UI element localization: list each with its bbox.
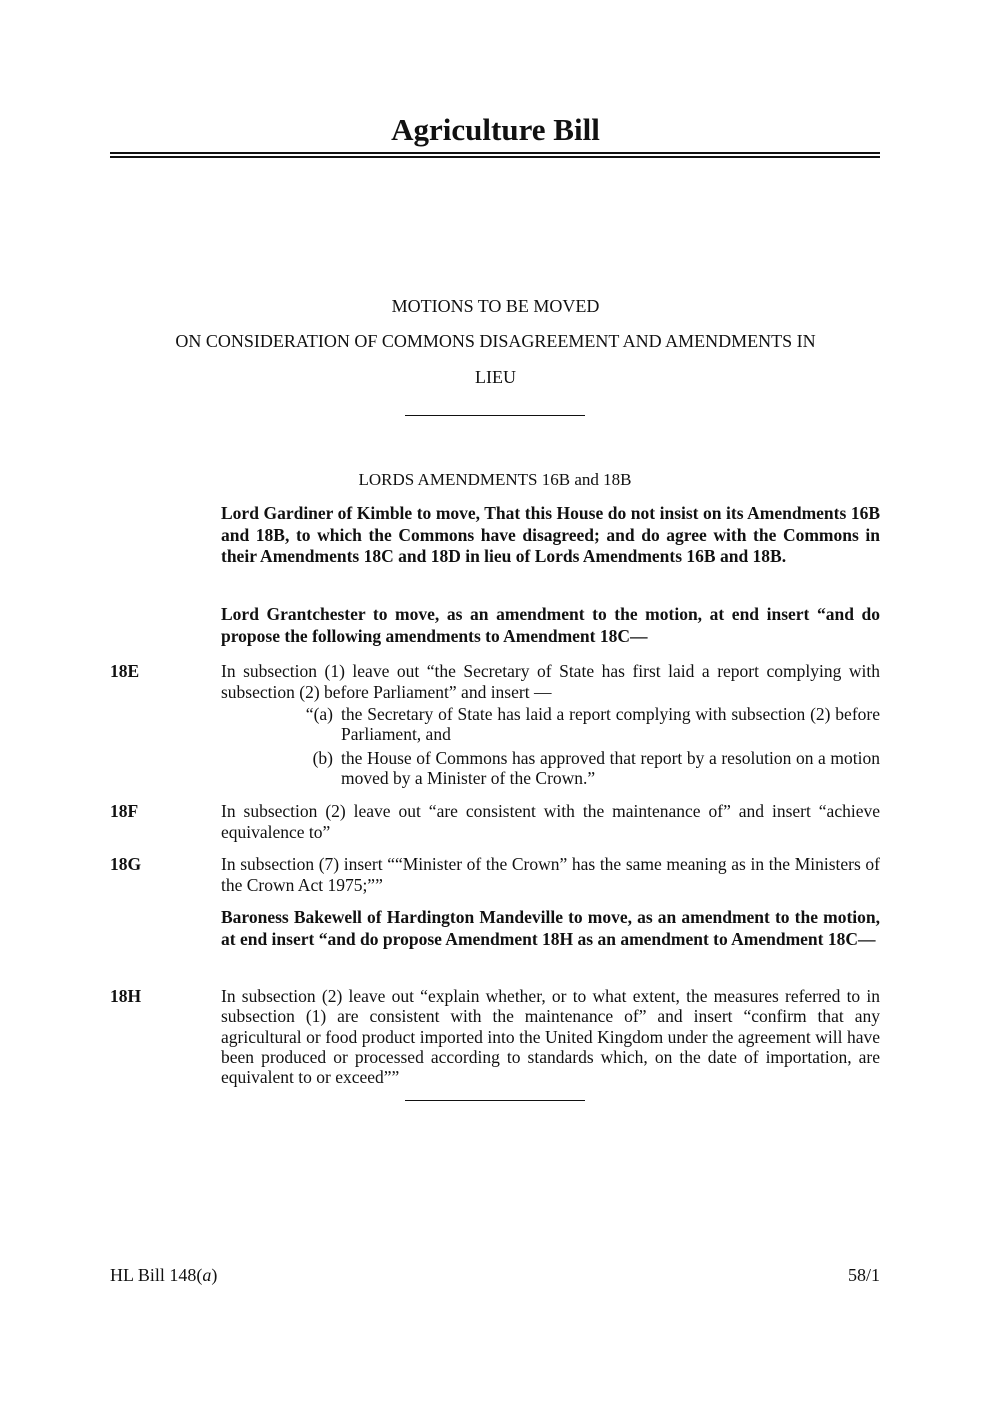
motion-bakewell: Baroness Bakewell of Hardington Mandeville to move, as an amendment to the motion, at end insert “and do propose Amendment 18H as an amendment to Amendment 18C— [221,907,880,949]
divider [405,415,585,416]
heading-line-2: ON CONSIDERATION OF COMMONS DISAGREEMENT AND AMENDMENTS IN [175,331,816,351]
bill-suffix: a [202,1265,212,1285]
amendment-item [221,704,880,746]
amendment-text: In subsection (1) leave out “the Secretary of State has first laid a report complying with subsection (2) before Parliament” and insert — [221,661,880,702]
title-rule-bottom [110,156,880,158]
motion-gardiner: Lord Gardiner of Kimble to move, That this House do not insist on its Amendments 16B and 18B, to which the Commons have disagreed; and do agree with the Commons in their Amendments 18C and 18D in lieu of Lords Amendments 16B and 18B. [221,503,880,566]
item-text: the Secretary of State has laid a report complying with subsection (2) before Parliament, and [341,704,880,744]
item-text: the House of Commons has approved that report by a resolution on a motion moved by a Minister of the Crown.” [341,748,880,788]
heading-line-1: MOTIONS TO BE MOVED [391,296,600,316]
item-label: “(a) [305,704,333,724]
amendment-text: In subsection (2) leave out “explain whether, or to what extent, the measures referred to in subsection (1) are consistent with the maintenance of” and insert “confirm that any agricultural or food product imported into the United Kingdom under the agreement will have been produced or processed according to standards which, on the date of importation, are equivalent to or exceed”” [221,986,880,1088]
amendment-number: 18G [110,854,142,874]
amendment-text: In subsection (7) insert ““Minister of the Crown” has the same meaning as in the Ministers of the Crown Act 1975;”” [221,854,880,895]
title-rule-top [110,152,880,154]
motion-grantchester: Lord Grantchester to move, as an amendment to the motion, at end insert “and do propose the following amendments to Amendment 18C— [221,604,880,646]
amendment-number: 18E [110,661,140,681]
bill-prefix: HL Bill 148( [110,1265,203,1285]
document-title: Agriculture Bill [391,112,600,147]
amendment-number: 18F [110,801,139,821]
amendment-number: 18H [110,986,142,1006]
section-title: LORDS AMENDMENTS 16B and 18B [358,470,632,489]
amendment-text: In subsection (2) leave out “are consistent with the maintenance of” and insert “achieve equivalence to” [221,801,880,842]
heading-line-3: LIEU [475,367,516,387]
divider [405,1100,585,1101]
page-number: 58/1 [847,1265,880,1285]
bill-number [110,1265,217,1286]
bill-close: ) [211,1265,218,1285]
item-label: (b) [312,748,333,768]
amendment-item [221,748,880,790]
